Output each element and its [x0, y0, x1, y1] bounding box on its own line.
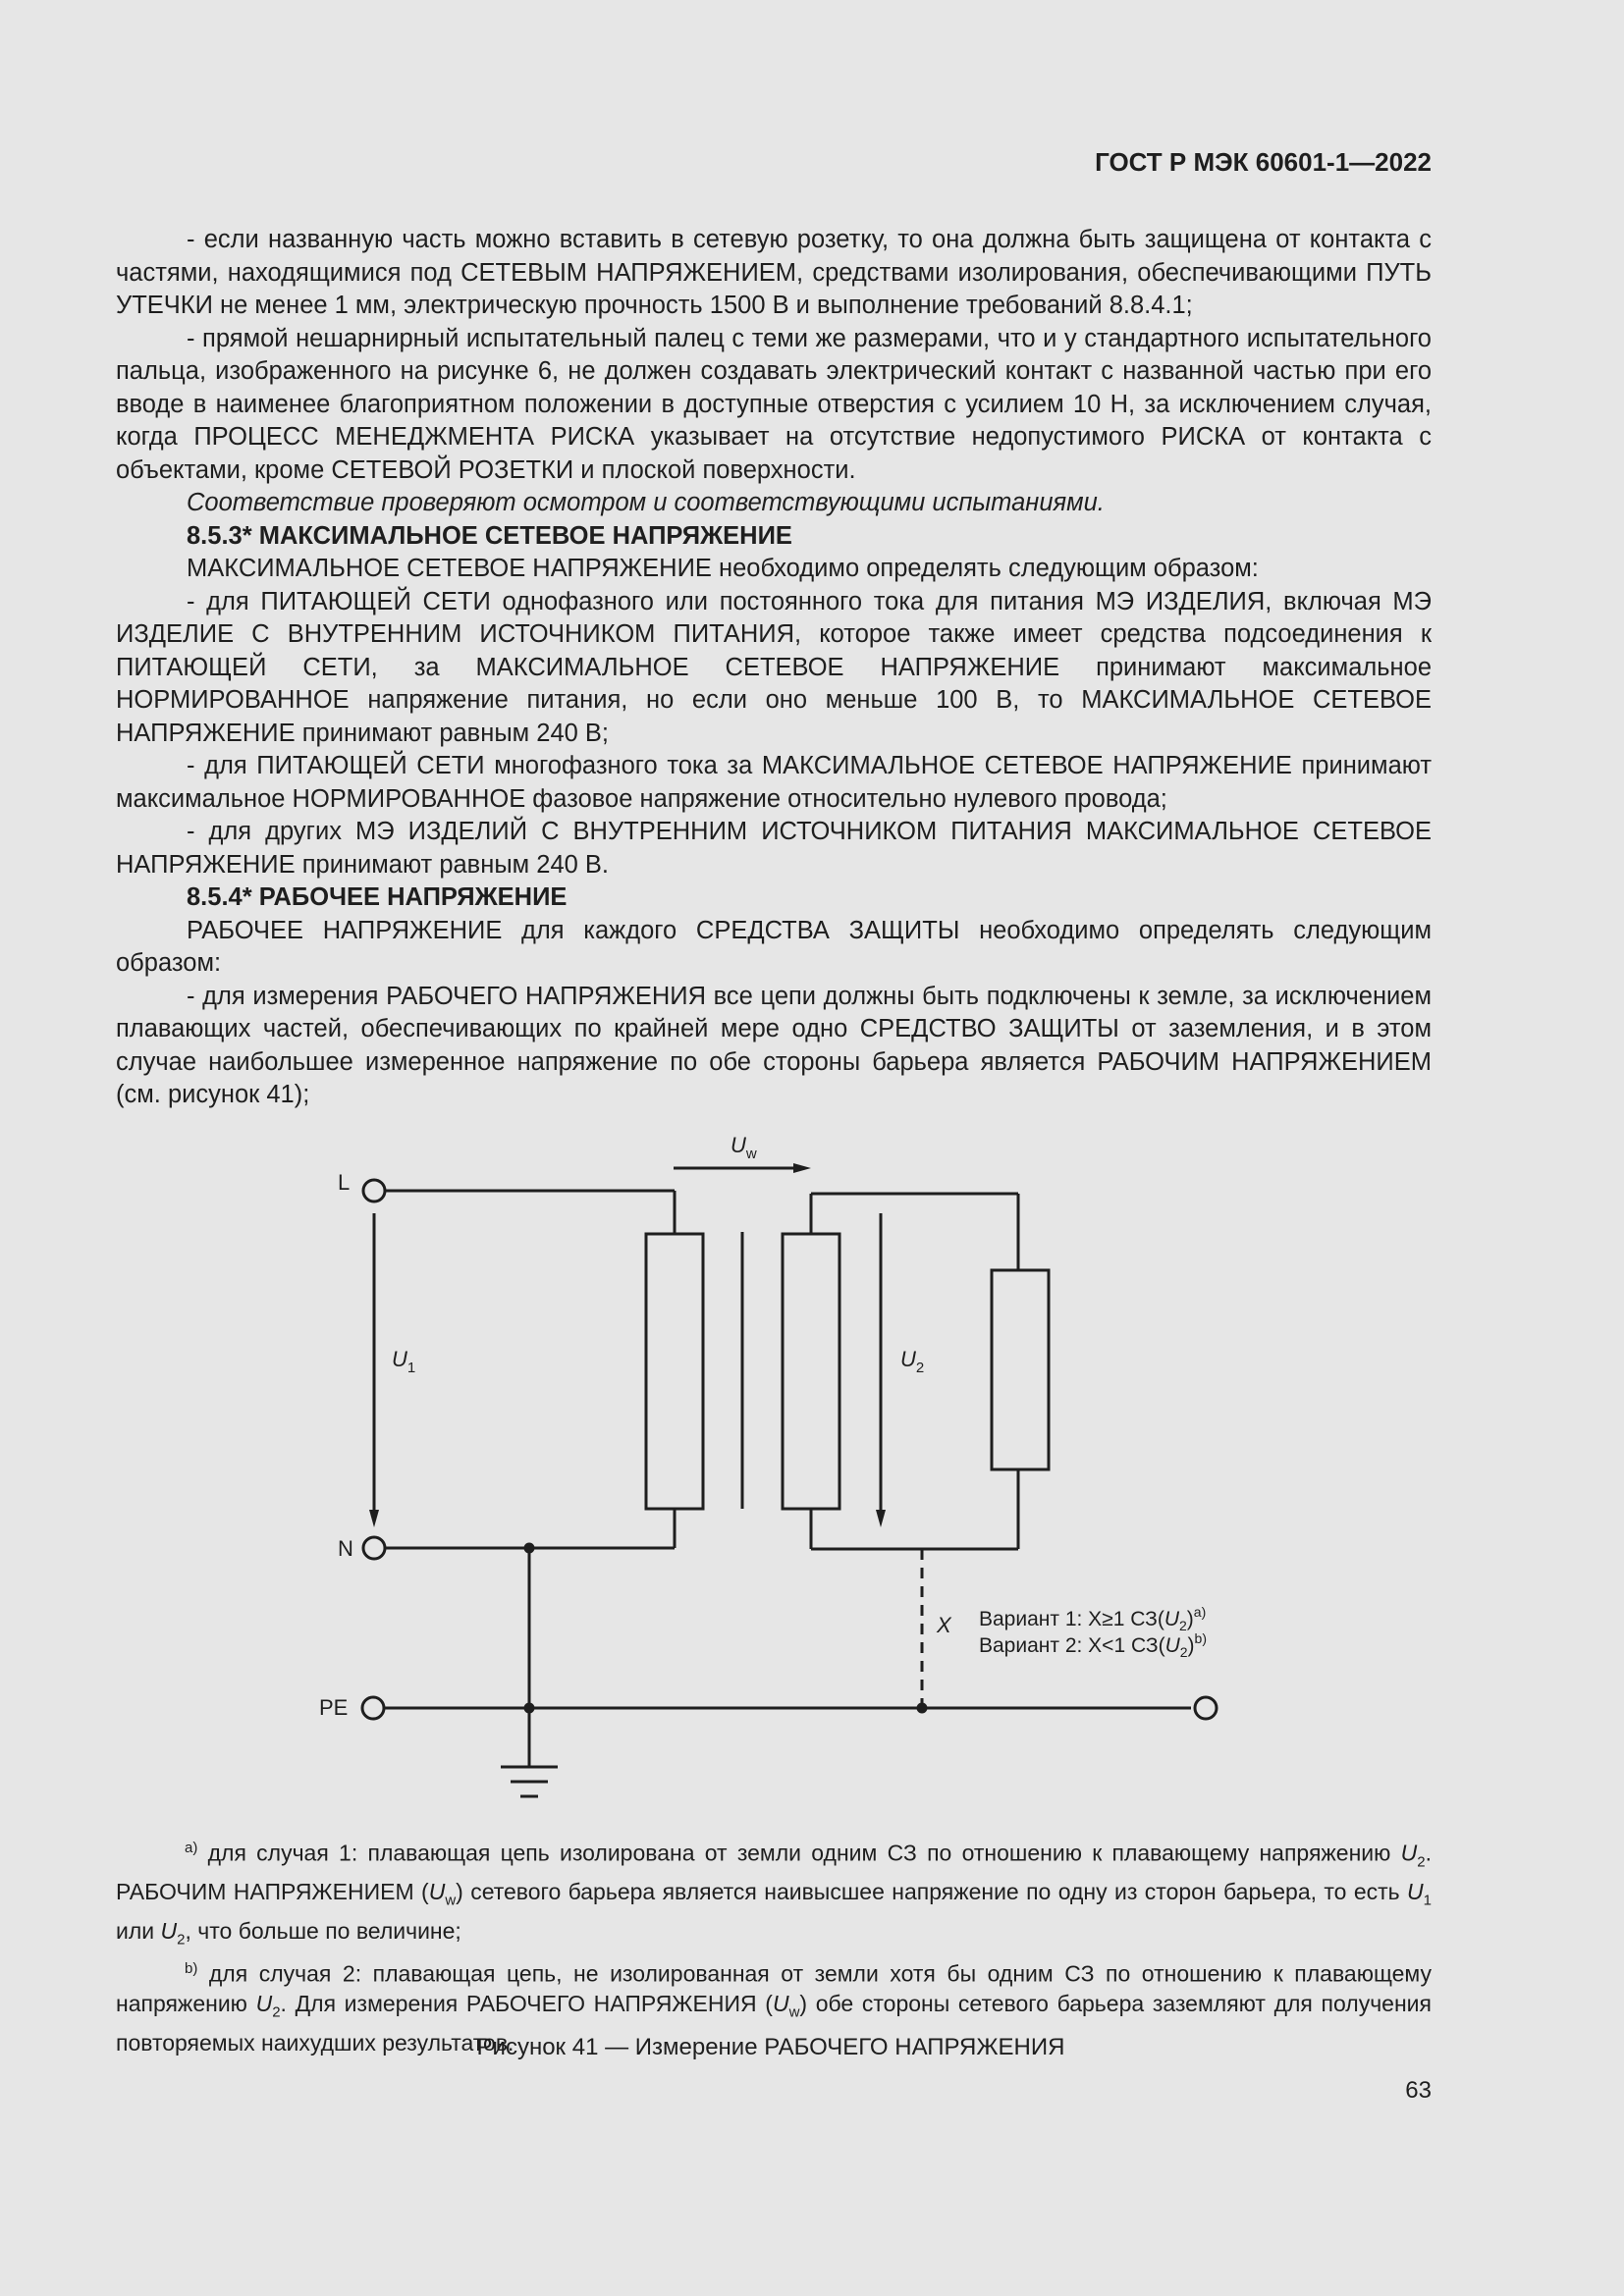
- terminal-pe-right: [1195, 1697, 1217, 1719]
- label-x: X: [937, 1613, 951, 1637]
- terminal-n: [363, 1537, 385, 1559]
- paragraph: МАКСИМАЛЬНОЕ СЕТЕВОЕ НАПРЯЖЕНИЕ необходимо определять следующим образом:: [187, 555, 1259, 582]
- terminal-l: [363, 1180, 385, 1201]
- junction-n: [524, 1543, 535, 1554]
- secondary-winding: [783, 1234, 839, 1509]
- body-text: [116, 224, 1432, 1112]
- load-resistor: [992, 1270, 1049, 1469]
- junction-pe-ground: [524, 1703, 535, 1714]
- paragraph: - для других МЭ ИЗДЕЛИЙ С ВНУТРЕННИМ ИСТОЧНИКОМ ПИТАНИЯ МАКСИМАЛЬНОЕ СЕТЕВОЕ НАПРЯЖЕНИЕ принимают равным 240 В.: [116, 818, 1432, 879]
- note-b: $^{b)}$ для случая 2: плавающая цепь, не изолированная от земли хотя бы одним СЗ по отношению к плавающему напряжению $U_2$. Для измерения РАБОЧЕГО НАПРЯЖЕНИЯ $(U_w)$ обе стороны сетевого барьера заземляют для получения повторяемых наихудших результатов.: [116, 1960, 1432, 2056]
- label-uw: $U_w$: [731, 1133, 757, 1162]
- paragraph: - для измерения РАБОЧЕГО НАПРЯЖЕНИЯ все цепи должны быть подключены к земле, за исключением плавающих частей, обеспечивающих по крайней мере одно СРЕДСТВО ЗАЩИТЫ от заземления, и в этом случае наибольшее измеренное напряжение по обе стороны барьера является РАБОЧИМ НАПРЯЖЕНИЕМ (см. рисунок 41);: [116, 982, 1432, 1108]
- paragraph: - прямой нешарнирный испытательный палец с теми же размерами, что и у стандартного испытательного пальца, изображенного на рисунке 6, не должен создавать электрический контакт с названной частью при его вводе в наименее благоприятном положении в доступные отверстия с усилием 10 Н, за исключением случая, когда ПРОЦЕСС МЕНЕДЖМЕНТА РИСКА указывает на отсутствие недопустимого РИСКА от контакта с объектами, кроме СЕТЕВОЙ РОЗЕТКИ и плоской поверхности.: [116, 324, 1432, 484]
- section-heading-8-5-4: 8.5.4* РАБОЧЕЕ НАПРЯЖЕНИЕ: [187, 883, 568, 911]
- variant-2: Вариант 2: X<1 $СЗ(U_2)^{b)}$: [979, 1630, 1207, 1660]
- note-a: $^{a)}$ для случая 1: плавающая цепь изолирована от земли одним СЗ по отношению к плавающему напряжению $U_2$. РАБОЧИМ НАПРЯЖЕНИЕМ $(U_w)$ сетевого барьера является наивысшее напряжение по одну из сторон барьера, то есть $U_1$ или $U_2$, что больше по величине;: [116, 1840, 1432, 1949]
- terminal-pe: [362, 1697, 384, 1719]
- variant-1: Вариант 1: X≥1 $СЗ(U_2)^{a)}$: [979, 1604, 1207, 1633]
- section-heading-8-5-3: 8.5.3* МАКСИМАЛЬНОЕ СЕТЕВОЕ НАПРЯЖЕНИЕ: [187, 521, 792, 550]
- paragraph: РАБОЧЕЕ НАПРЯЖЕНИЕ для каждого СРЕДСТВА ЗАЩИТЫ необходимо определять следующим образом:: [116, 916, 1432, 977]
- label-l: L: [338, 1170, 351, 1195]
- compliance-note: Соответствие проверяют осмотром и соответствующими испытаниями.: [187, 489, 1105, 516]
- label-u2: $U_2$: [900, 1347, 925, 1376]
- page-number: 63: [1405, 2077, 1432, 2104]
- paragraph: - для ПИТАЮЩЕЙ СЕТИ однофазного или постоянного тока для питания МЭ ИЗДЕЛИЯ, включая МЭ ИЗДЕЛИЕ С ВНУТРЕННИМ ИСТОЧНИКОМ ПИТАНИЯ, которое также имеет средства подсоединения к ПИТАЮЩЕЙ СЕТИ, за МАКСИМАЛЬНОЕ СЕТЕВОЕ НАПРЯЖЕНИЕ принимают максимальное НОРМИРОВАННОЕ напряжение питания, но если оно меньше 100 В, то МАКСИМАЛЬНОЕ СЕТЕВОЕ НАПРЯЖЕНИЕ принимают равным 240 В;: [116, 587, 1432, 747]
- label-n: N: [338, 1536, 353, 1561]
- junction-pe-x: [917, 1703, 928, 1714]
- paragraph: - для ПИТАЮЩЕЙ СЕТИ многофазного тока за МАКСИМАЛЬНОЕ СЕТЕВОЕ НАПРЯЖЕНИЕ принимают максимальное НОРМИРОВАННОЕ фазовое напряжение относительно нулевого провода;: [116, 752, 1432, 813]
- label-pe: PE: [319, 1695, 349, 1720]
- paragraph: - если названную часть можно вставить в сетевую розетку, то она должна быть защищена от контакта с частями, находящимися под СЕТЕВЫМ НАПРЯЖЕНИЕМ, средствами изолирования, обеспечивающими ПУТЬ УТЕЧКИ не менее 1 мм, электрическую прочность 1500 В и выполнение требований 8.8.4.1;: [116, 226, 1432, 319]
- primary-winding: [646, 1234, 703, 1509]
- standard-header: ГОСТ Р МЭК 60601-1—2022: [1095, 147, 1432, 177]
- figure-caption: Рисунок 41 — Измерение РАБОЧЕГО НАПРЯЖЕНИЯ: [476, 2034, 1065, 2060]
- label-u1: $U_1$: [392, 1347, 416, 1376]
- figure-notes: [116, 1834, 1432, 2057]
